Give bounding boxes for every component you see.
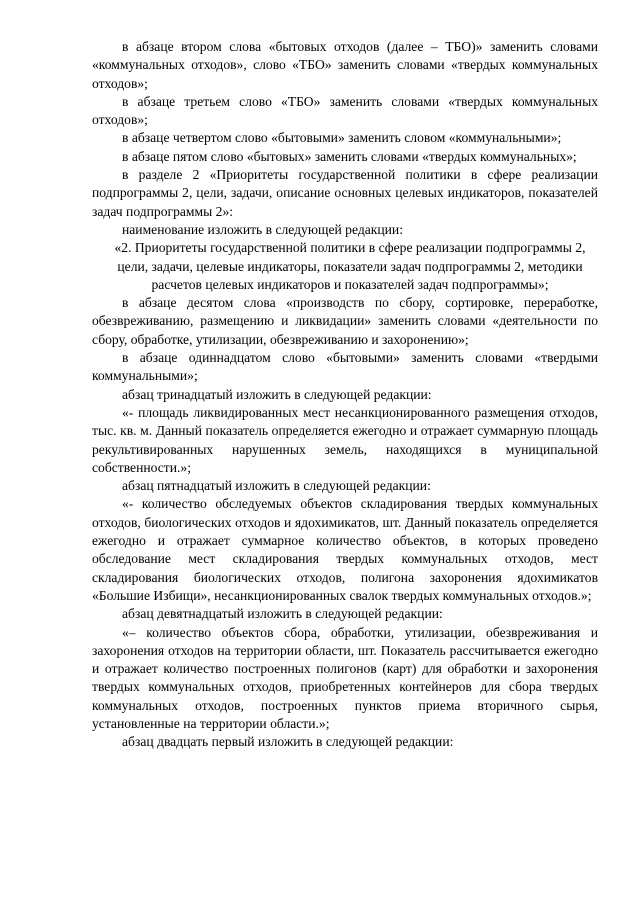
paragraph: в абзаце пятом слово «бытовых» заменить словами «твердых коммунальных»; [122, 148, 577, 164]
paragraph: наименование изложить в следующей редакции: [122, 221, 403, 237]
paragraph: в абзаце втором слова «бытовых отходов (далее – ТБО)» заменить словами «коммунальных отходов», слово «ТБО» заменить словами «твердых коммунальных отходов»; [92, 39, 598, 91]
paragraph: в абзаце четвертом слово «бытовыми» заменить словом «коммунальными»; [122, 130, 562, 146]
paragraph: «– количество объектов сбора, обработки, утилизации, обезвреживания и захоронения отходов на территории области, шт. Показатель рассчитывается ежегодно и отражает количество построенных полигонов (карт) для обработки и захоронения твердых коммунальных отходов, приобретенных контейнеров для сбора твердых коммунальных отходов, построенных пунктов приема вторичного сырья, установленные на территории области.»; [92, 624, 598, 731]
document-body [92, 38, 598, 752]
paragraph: в абзаце одиннадцатом слово «бытовыми» заменить словами «твердыми коммунальными»; [92, 350, 598, 384]
paragraph: абзац девятнадцатый изложить в следующей редакции: [122, 606, 443, 622]
paragraph: в абзаце десятом слова «производств по сбору, сортировке, переработке, обезвреживанию, размещению и ликвидации» заменить словами «деятельности по сбору, обработке, утилизации, обезвреживанию и захоронению»; [92, 295, 598, 347]
paragraph: в абзаце третьем слово «ТБО» заменить словами «твердых коммунальных отходов»; [92, 93, 598, 128]
paragraph: в разделе 2 «Приоритеты государственной политики в сфере реализации подпрограммы 2, цели, задачи, описание основных целевых индикаторов, показателей задач подпрограммы 2»: [92, 167, 598, 219]
paragraph: «- площадь ликвидированных мест несанкционированного размещения отходов, тыс. кв. м. Данный показатель определяется ежегодно и отражает суммарную площадь рекультивированных нарушенных земель, находящихся в муниципальной собственности.»; [92, 404, 598, 475]
section-heading-quote: «2. Приоритеты государственной политики в сфере реализации подпрограммы 2, цели, задачи, целевые индикаторы, показатели задач подпрограммы 2, методики расчетов целевых индикаторов и показателей задач подпрограммы»; [114, 240, 586, 292]
paragraph: абзац пятнадцатый изложить в следующей редакции: [122, 478, 431, 494]
paragraph: «- количество обследуемых объектов складирования твердых коммунальных отходов, биологических отходов и ядохимикатов, шт. Данный показатель определяется ежегодно и отражает суммарное количество объектов, в которых проведено обследование мест складирования твердых коммунальных отходов, мест складирования биологических отходов, полигона захоронения ядохимикатов «Большие Избищи», несанкционированных свалок твердых коммунальных отходов.»; [92, 496, 598, 603]
paragraph: абзац двадцать первый изложить в следующей редакции: [122, 734, 454, 750]
paragraph: абзац тринадцатый изложить в следующей редакции: [122, 386, 432, 402]
